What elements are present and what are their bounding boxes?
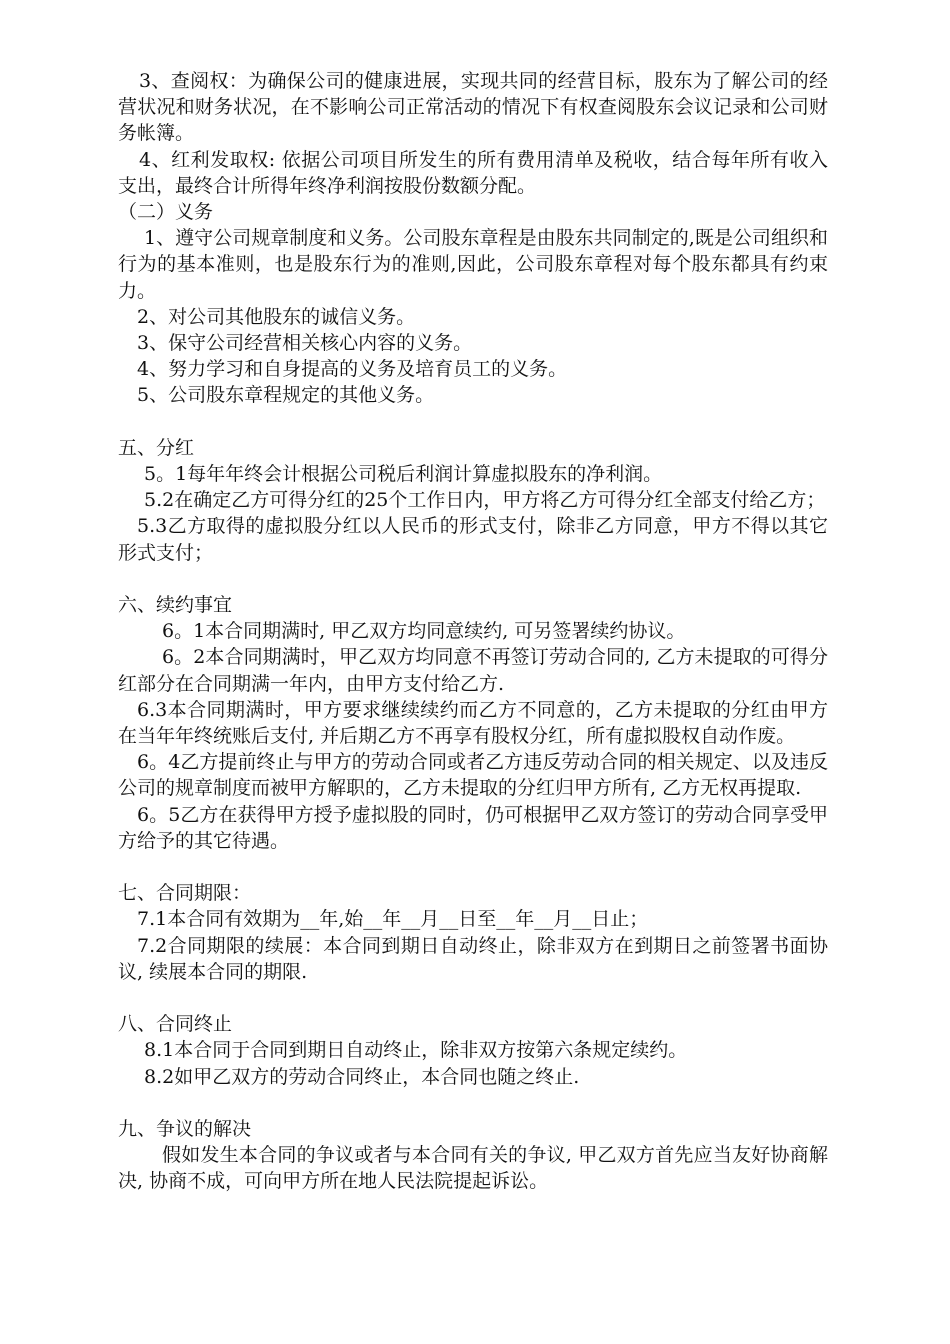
section-5-heading: 五、分红 bbox=[118, 436, 195, 459]
section-7-heading: 七、合同期限： bbox=[118, 882, 252, 905]
spacer bbox=[118, 1090, 828, 1116]
section-9-heading: 九、争议的解决 bbox=[118, 1118, 252, 1141]
section-5-p3: 5.3乙方取得的虚拟股分红以人民币的形式支付，除非乙方同意，甲方不得以其它形式支付； bbox=[118, 515, 828, 564]
document-page bbox=[118, 68, 828, 1195]
section-6-p5: 6。5乙方在获得甲方授予虚拟股的同时，仍可根据甲乙双方签订的劳动合同享受甲方给予的其它待遇。 bbox=[118, 803, 828, 852]
spacer bbox=[118, 854, 828, 880]
spacer bbox=[118, 566, 828, 592]
section-7-p2: 7.2合同期限的续展：本合同到期日自动终止，除非双方在到期日之前签署书面协议, 续展本合同的期限. bbox=[118, 934, 828, 983]
rights-item-4: 4、红利发取权: 依据公司项目所发生的所有费用清单及税收，结合每年所有收入支出，最终合计所得年终净利润按股份数额分配。 bbox=[118, 148, 828, 197]
spacer bbox=[118, 409, 828, 435]
duties-heading: （二）义务 bbox=[118, 201, 214, 224]
section-7-p1: 7.1本合同有效期为__年,始__年__月__日至__年__月__日止； bbox=[137, 908, 649, 931]
duties-item-4: 4、努力学习和自身提高的义务及培育员工的义务。 bbox=[137, 358, 568, 381]
section-9-p1: 假如发生本合同的争议或者与本合同有关的争议, 甲乙双方首先应当友好协商解决, 协商不成，可向甲方所在地人民法院提起诉讼。 bbox=[118, 1144, 828, 1193]
section-6-p1: 6。1本合同期满时, 甲乙双方均同意续约, 可另签署续约协议。 bbox=[162, 620, 686, 643]
section-8-heading: 八、合同终止 bbox=[118, 1013, 233, 1036]
section-5-p1: 5。1每年年终会计根据公司税后利润计算虚拟股东的净利润。 bbox=[144, 463, 663, 486]
section-5-p2: 5.2在确定乙方可得分红的25个工作日内，甲方将乙方可得分红全部支付给乙方； bbox=[144, 489, 826, 512]
duties-item-1: 1、遵守公司规章制度和义务。公司股东章程是由股东共同制定的,既是公司组织和行为的基本准则，也是股东行为的准则,因此，公司股东章程对每个股东都具有约束力。 bbox=[118, 227, 828, 302]
section-6-p2: 6。2本合同期满时，甲乙双方均同意不再签订劳动合同的, 乙方未提取的可得分红部分在合同期满一年内，由甲方支付给乙方. bbox=[118, 646, 828, 695]
section-6-p4: 6。4乙方提前终止与甲方的劳动合同或者乙方违反劳动合同的相关规定、以及违反公司的规章制度而被甲方解职的，乙方未提取的分红归甲方所有, 乙方无权再提取. bbox=[118, 751, 828, 800]
duties-item-3: 3、保守公司经营相关核心内容的义务。 bbox=[137, 332, 473, 355]
duties-item-5: 5、公司股东章程规定的其他义务。 bbox=[137, 384, 435, 407]
section-8-p1: 8.1本合同于合同到期日自动终止，除非双方按第六条规定续约。 bbox=[144, 1039, 688, 1062]
rights-item-3: 3、查阅权：为确保公司的健康进展，实现共同的经营目标，股东为了解公司的经营状况和财务状况，在不影响公司正常活动的情况下有权查阅股东会议记录和公司财务帐簿。 bbox=[118, 70, 828, 145]
section-6-p3: 6.3本合同期满时，甲方要求继续续约而乙方不同意的，乙方未提取的分红由甲方在当年年终统账后支付, 并后期乙方不再享有股权分红，所有虚拟股权自动作废。 bbox=[118, 698, 828, 748]
section-6-heading: 六、续约事宜 bbox=[118, 594, 233, 617]
duties-item-2: 2、对公司其他股东的诚信义务。 bbox=[137, 305, 416, 328]
section-8-p2: 8.2如甲乙双方的劳动合同终止，本合同也随之终止. bbox=[144, 1065, 580, 1088]
spacer bbox=[118, 985, 828, 1011]
